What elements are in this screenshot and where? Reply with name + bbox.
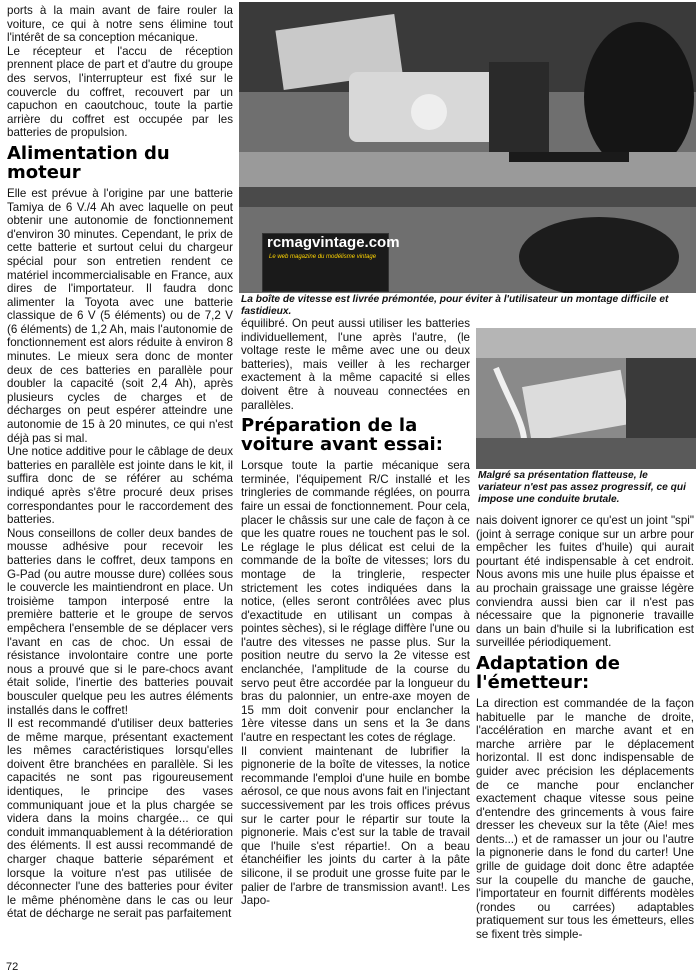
speed-controller-photo-image bbox=[476, 328, 696, 469]
logo-text: rcmagvintage.com bbox=[267, 234, 400, 251]
photo-caption: La boîte de vitesse est livrée prémontée, pour éviter à l'utilisateur un montage difficile et fastidieux. bbox=[241, 294, 669, 317]
logo-subtitle: Le web magazine du modélisme vintage bbox=[269, 254, 377, 260]
section-heading: Préparation de la voiture avant essai: bbox=[241, 415, 443, 456]
speed-controller-photo bbox=[476, 328, 696, 469]
paragraph: Il convient maintenant de lubrifier la pignonerie de la boîte de vitesses, la notice recommande l'emploi d'une huile en bombe aérosol, ce que nous avons fait en l'injectant successivement par les trois offices prévus sur le carter pour le répartir sur toute la pignonerie. Mais c'est sur la table de travail que l'huile s'est répartie!. On a beau étanchéifier les joints du carter à la pâte silicone, il se produit une grosse fuite par le palier de l'arbre de transmission avant!. Les Japo- bbox=[241, 744, 470, 908]
paragraph: Elle est prévue à l'origine par une batterie Tamiya de 6 V./4 Ah avec laquelle on peut obtenir une autonomie de fonctionnement d'environ 30 minutes. Cependant, le prix de cette batterie et surtout celui du chargeur spécial pour son entretien rendent ce matériel incommercialisable en France, aux dires de l'importateur. Il faudra donc alimenter la Toyota avec une batterie classique de 6 V (5 éléments) ou de 7,2 V (6 éléments) de 1,2 Ah, mais l'autonomie de fonctionnement est alors réduite à environ 8 minutes. Le mieux sera donc de monter deux de ces batteries en parallèle pour doubler la capacité (soit 2,4 Ah), après plusieurs cycles de charges et de décharges on peut espérer atteindre une autonomie de 15 à 20 minutes, ce qui n'est déjà pas si mal. bbox=[7, 186, 233, 445]
paragraph: Il est recommandé d'utiliser deux batteries de même marque, présentant exactement les mêmes caractéristiques lorsqu'elles doivent être branchées en parallèle. Si les capacités ne sont pas rigoureusement identiques, le principe des vases communiquant joue et la plus chargée se videra dans la moins chargée... ce qui conduit immanquablement à la détérioration des éléments. Il est aussi recommandé de charger chaque batterie séparément et lorsque la voiture n'est pas utilisée de déconnecter l'une des batteries pour éviter le même phénomène dans le cas ou leur état de décharge ne serait pas parfaitement bbox=[7, 717, 233, 921]
paragraph: ports à la main avant de faire rouler la voiture, ce qui à notre sens élimine tout l'intérêt de sa conception mécanique. bbox=[7, 4, 233, 45]
section-heading: Alimentation du moteur bbox=[7, 142, 170, 183]
column-3 bbox=[476, 514, 694, 942]
paragraph: Une notice additive pour le câblage de deux batteries en parallèle est jointe dans le kit, il suffira donc de se référer au schéma indiqué après s'être procuré deux prises correspondantes pour le raccordement des batteries. bbox=[7, 445, 233, 527]
photo-caption: Malgré sa présentation flatteuse, le variateur n'est pas assez progressif, ce qui impose une conduite brutale. bbox=[478, 470, 686, 505]
site-logo bbox=[262, 233, 400, 292]
paragraph: Lorsque toute la partie mécanique sera terminée, l'équipement R/C installé et les tringleries de commande réglées, on pourra faire un essai de fonctionnement. Pour cela, placer le châssis sur une cale de façon à ce que les quatre roues ne touchent pas le sol. Le réglage le plus délicat est celui de la commande de la boîte de vitesses; lors du montage de la tringlerie, respecter strictement les cotes indiquées dans la notice, (elles seront contrôlées avec plus d'exactitude en utilisant un compas à pointes sèches), si le réglage diffère l'une ou l'autre des vitesses ne passe plus. Sur la position neutre du servo la 2e vitesse est enclanchée, l'amplitude de la course du servo peut être accordée par la longueur du bras du palonnier, un entre-axe moyen de 15 mm doit convenir pour enclancher la 1ère vitesse dans un sens et la 3e dans l'autre en respectant les cotes de réglage. bbox=[241, 459, 470, 745]
paragraph: équilibré. On peut aussi utiliser les batteries individuellement, l'une après l'autre, (le voltage reste le même avec une ou deux batteries), mais veiller à les recharger exactement à la même capacité si elles doivent être à nouveau connectées en parallèles. bbox=[241, 317, 470, 412]
page-number: 72 bbox=[6, 961, 19, 973]
column-2 bbox=[241, 317, 470, 908]
paragraph: nais doivent ignorer ce qu'est un joint "spi" (joint à serrage conique sur un arbre pour empêcher les fuites d'huile) qui aurait pourtant été indispensable à cet endroit. Nous avons mis une huile plus épaisse et au prochain graissage une graisse légère conviendra aussi bien car il n'est pas nécessaire que la pignonerie travaille dans un bain d'huile si la lubrification est surveillée périodiquement. bbox=[476, 514, 694, 650]
paragraph: Nous conseillons de coller deux bandes de mousse adhésive pour recevoir les batteries dans le coffret, deux tampons en G-Pad (ou autre mousse dure) collées sous le couvercle les maintiendront en place. Un troisième tampon interposé entre la première batterie et le groupe de servos empêchera l'ensemble de se déplacer vers l'avant en cas de choc. Un essai de résistance involontaire contre une porte nous a prouvé que si le pare-chocs avant était solide, l'inertie des batteries pouvait bousculer quelque peu les autres éléments installés dans le coffret! bbox=[7, 526, 233, 717]
column-1 bbox=[7, 4, 233, 921]
paragraph: Le récepteur et l'accu de réception prennent place de part et d'autre du groupe des servos, l'interrupteur est fixé sur le couvercle du coffret, recouvert par un capuchon en caoutchouc, toute la partie arrière du coffret est occupée par les batteries de propulsion. bbox=[7, 44, 233, 140]
section-heading: Adaptation de l'émetteur: bbox=[476, 652, 620, 693]
paragraph: La direction est commandée de la façon habituelle par le manche de droite, l'accélération en marche avant et en marche arrière par le déplacement horizontal. Il est donc indispensable de guider avec précision les déplacements de ce manche pour enclancher exactement chaque vitesse sous peine d'entendre des grincements à vous faire dresser les cheveux sur la tête (Aie! mes dents...) et de ramasser un jour ou l'autre la pignonerie dans le fond du carter! Une grille de guidage doit donc être adaptée sur la coupelle du manche de gauche, l'importateur en fournit différents modèles (rondes ou carrées) adaptables pratiquement sur tous les émetteurs, elles se fixent très simple- bbox=[476, 696, 694, 942]
